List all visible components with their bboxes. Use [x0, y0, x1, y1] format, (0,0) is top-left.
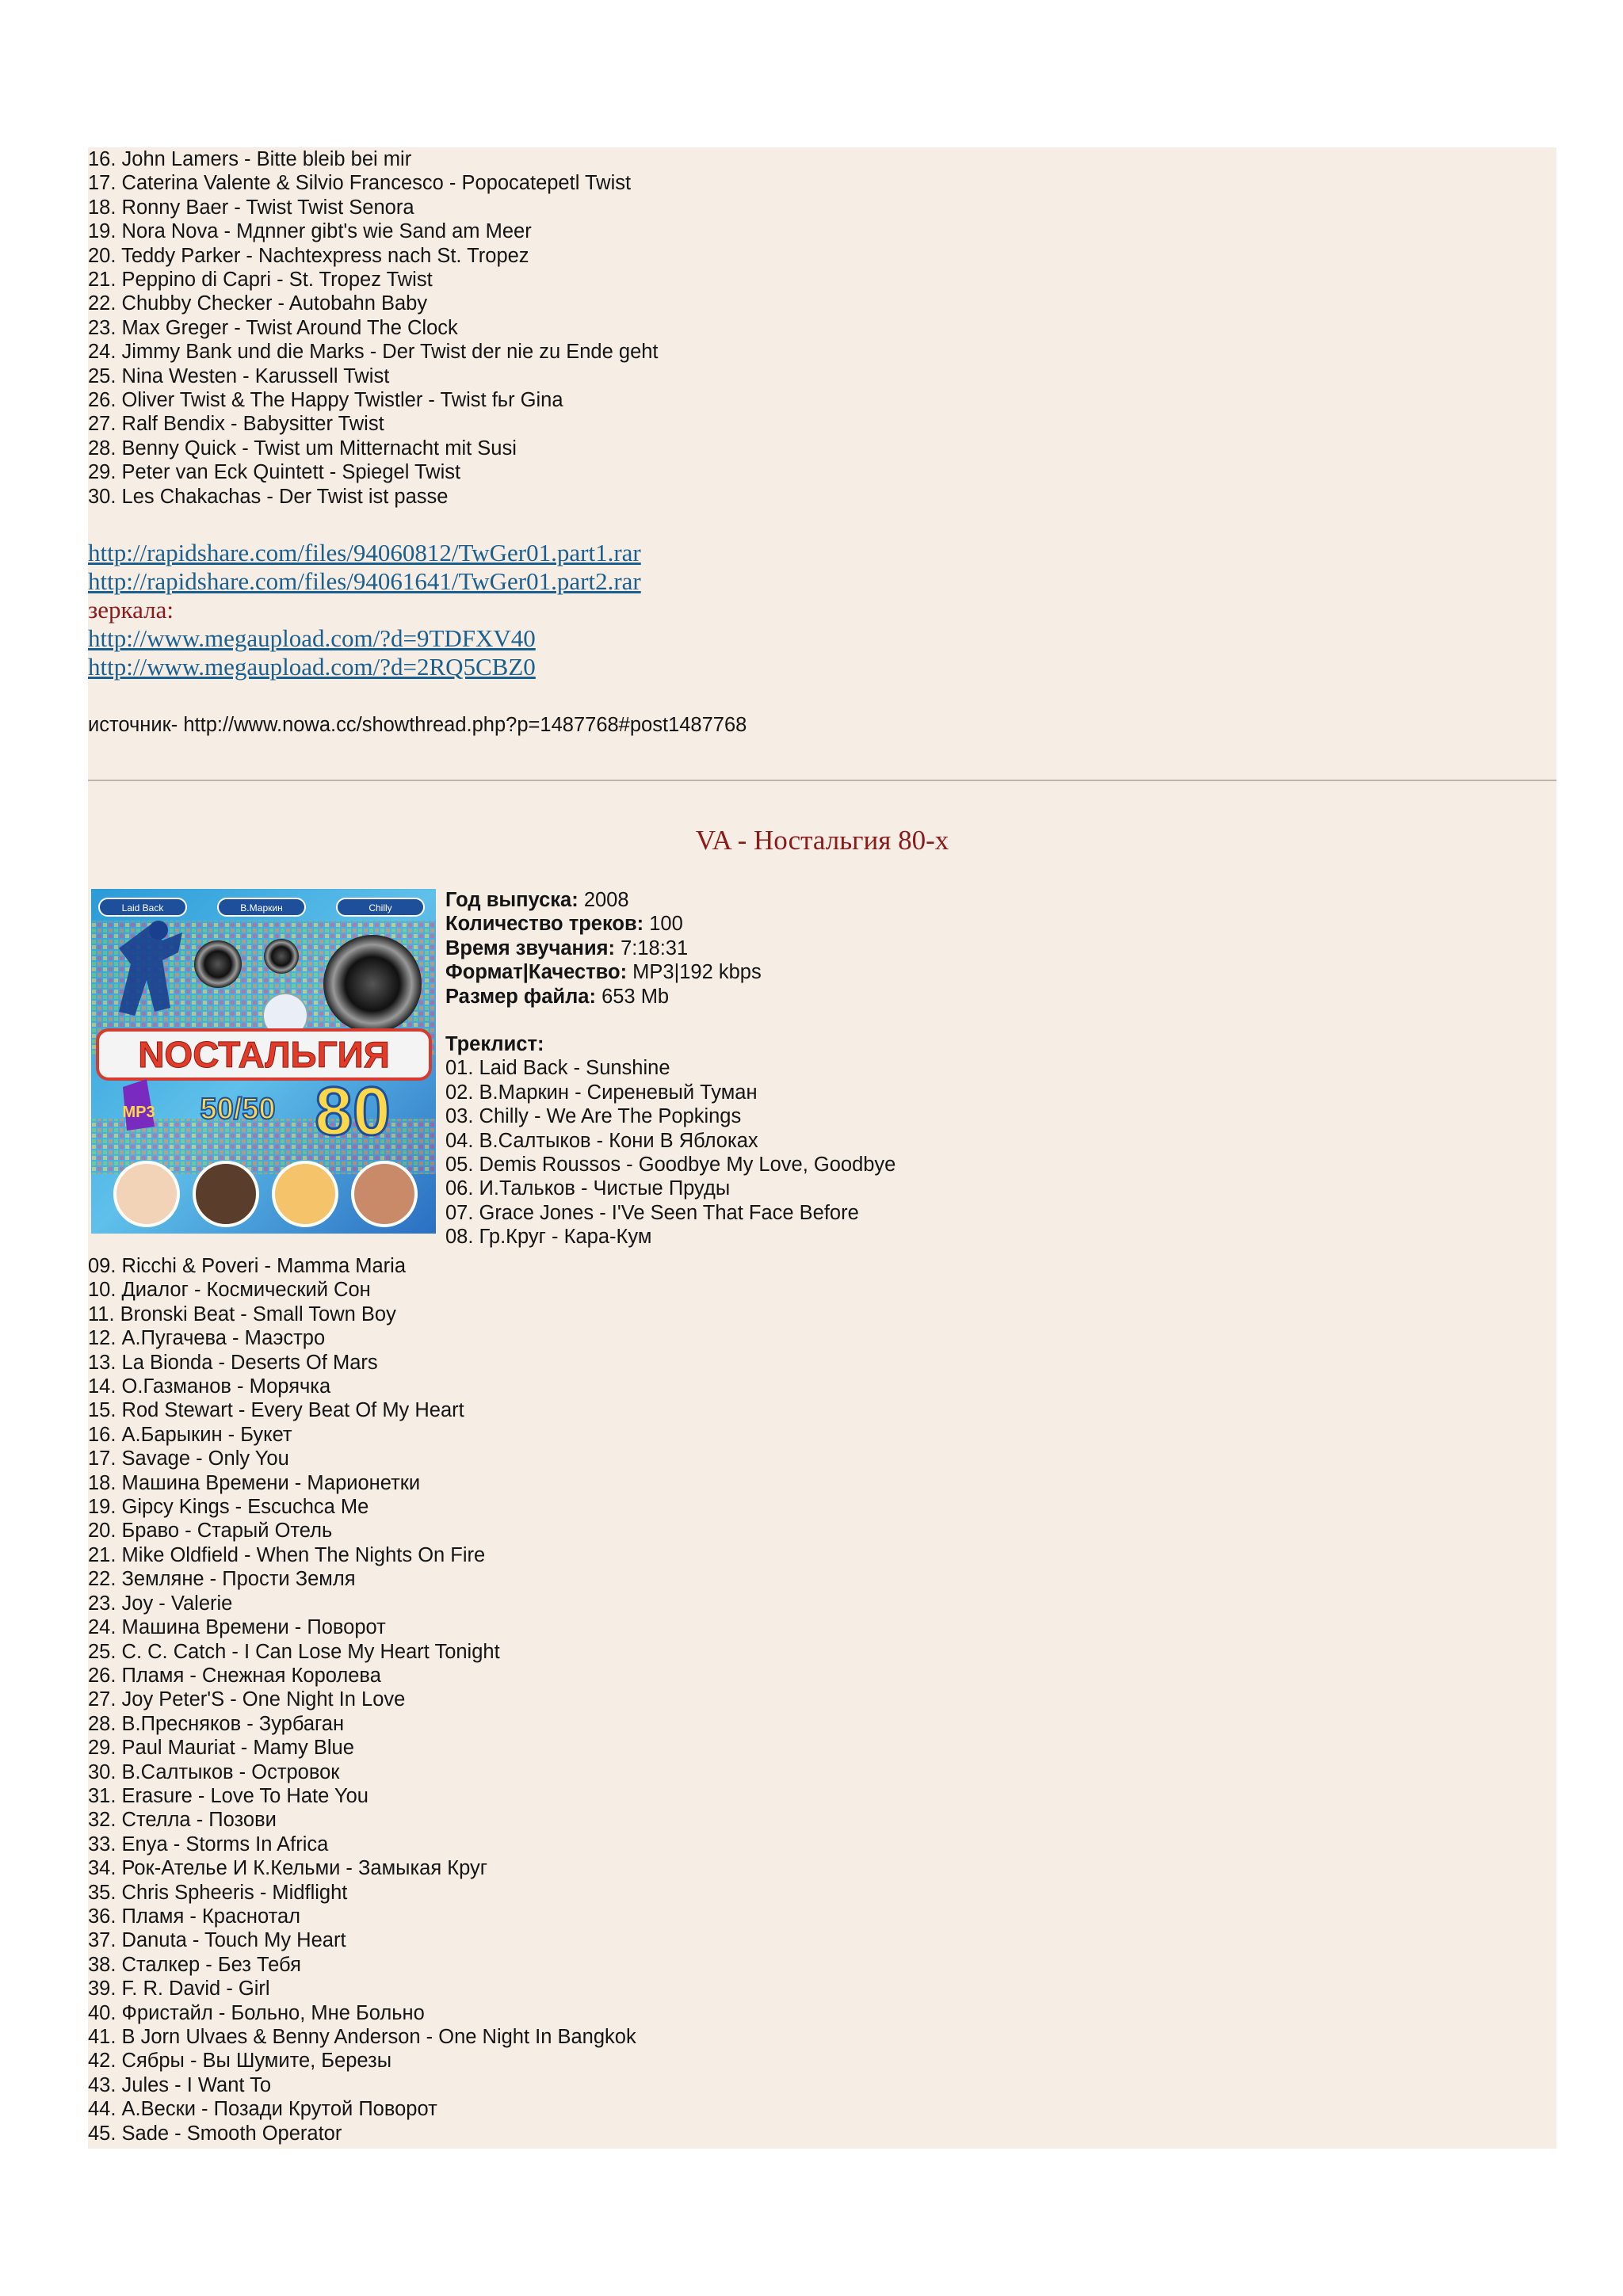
- track-item: 20. Teddy Parker - Nachtexpress nach St. Tropez: [88, 244, 529, 267]
- track-item: 42. Сябры - Вы Шумите, Березы: [88, 2050, 392, 2073]
- track-item: 41. B Jorn Ulvaes & Benny Anderson - One Night In Bangkok: [88, 2026, 636, 2048]
- track-item: 10. Диалог - Космический Сон: [88, 1279, 371, 1302]
- album-meta-row: [445, 960, 896, 984]
- track-item: 14. О.Газманов - Морячка: [88, 1375, 331, 1398]
- track-item: 17. Caterina Valente & Silvio Francesco - Popocatepetl Twist: [88, 172, 632, 195]
- section-divider: [88, 780, 1556, 781]
- track-item: 01. Laid Back - Sunshine: [445, 1057, 670, 1080]
- track-item: 37. Danuta - Touch My Heart: [88, 1929, 346, 1952]
- megaupload-link-1[interactable]: http://www.megaupload.com/?d=9TDFXV40: [88, 624, 536, 652]
- track-item: 44. А.Вески - Позади Крутой Поворот: [88, 2098, 437, 2121]
- track-item: 39. F. R. David - Girl: [88, 1978, 270, 2000]
- album-meta-value: 7:18:31: [621, 936, 689, 959]
- download-links: [88, 539, 641, 681]
- album-meta-label: Время звучания:: [445, 936, 615, 959]
- album-meta-value: 2008: [583, 889, 629, 911]
- track-item: 11. Bronski Beat - Small Town Boy: [88, 1302, 396, 1325]
- tracklist-heading: Треклист:: [445, 1033, 544, 1056]
- album-meta-row: [445, 912, 896, 936]
- album-tracklist-top: [445, 1056, 896, 1249]
- track-item: 38. Сталкер - Без Тебя: [88, 1953, 301, 1976]
- track-item: 28. В.Пресняков - Зурбаган: [88, 1712, 345, 1735]
- track-item: 24. Jimmy Bank und die Marks - Der Twist der nie zu Ende geht: [88, 341, 659, 364]
- album-meta-row: [445, 936, 896, 960]
- cover-logo-text: NOСТАЛЬГИЯ: [138, 1034, 390, 1075]
- rapidshare-link-part1[interactable]: http://rapidshare.com/files/94060812/TwGer01.part1.rar: [88, 539, 641, 566]
- track-item: 24. Машина Времени - Поворот: [88, 1616, 386, 1639]
- track-item: 33. Enya - Storms In Africa: [88, 1833, 329, 1855]
- track-item: 06. И.Тальков - Чистые Пруды: [445, 1177, 731, 1200]
- album-meta-row: [445, 888, 896, 912]
- track-item: 27. Ralf Bendix - Babysitter Twist: [88, 413, 384, 436]
- album-meta-value: MP3|192 kbps: [632, 961, 762, 984]
- track-item: 08. Гр.Круг - Кара-Кум: [445, 1226, 652, 1249]
- track-item: 18. Ronny Baer - Twist Twist Senora: [88, 196, 414, 219]
- track-item: 02. В.Маркин - Сиреневый Туман: [445, 1081, 758, 1104]
- megaupload-link-2[interactable]: http://www.megaupload.com/?d=2RQ5CBZ0: [88, 653, 536, 681]
- track-item: 20. Браво - Старый Отель: [88, 1520, 333, 1543]
- album-meta-value: 653 Mb: [601, 985, 670, 1008]
- track-item: 13. La Bionda - Deserts Of Mars: [88, 1351, 378, 1374]
- previous-album-tracklist: [88, 147, 659, 509]
- track-item: 05. Demis Roussos - Goodbye My Love, Goodbye: [445, 1154, 896, 1177]
- track-item: 21. Peppino di Capri - St. Tropez Twist: [88, 269, 433, 292]
- track-item: 45. Sade - Smooth Operator: [88, 2122, 342, 2145]
- track-item: 04. В.Салтыков - Кони В Яблоках: [445, 1129, 758, 1152]
- track-item: 29. Paul Mauriat - Mamy Blue: [88, 1737, 354, 1760]
- track-item: 22. Chubby Checker - Autobahn Baby: [88, 292, 428, 315]
- cover-mp3-label: MP3: [122, 1104, 155, 1121]
- track-item: 18. Машина Времени - Марионетки: [88, 1471, 421, 1494]
- track-item: 12. А.Пугачева - Маэстро: [88, 1327, 326, 1350]
- cover-name-chilly: Chilly: [369, 902, 392, 913]
- track-item: 35. Chris Spheeris - Midflight: [88, 1881, 348, 1904]
- track-item: 23. Joy - Valerie: [88, 1592, 233, 1615]
- track-item: 29. Peter van Eck Quintett - Spiegel Twist: [88, 461, 461, 484]
- track-item: 28. Benny Quick - Twist um Mitternacht mit Susi: [88, 437, 517, 460]
- track-item: 26. Пламя - Снежная Королева: [88, 1664, 381, 1687]
- rapidshare-link-part2[interactable]: http://rapidshare.com/files/94061641/TwGer01.part2.rar: [88, 567, 641, 595]
- track-item: 34. Рок-Ателье И К.Кельми - Замыкая Круг: [88, 1857, 488, 1880]
- track-item: 40. Фристайл - Больно, Мне Больно: [88, 2001, 425, 2024]
- track-item: 36. Пламя - Краснотал: [88, 1905, 301, 1928]
- source-text: источник- http://www.nowa.cc/showthread.php?p=1487768#post1487768: [88, 714, 747, 736]
- cover-eighty-label: 80: [315, 1074, 391, 1150]
- track-item: 15. Rod Stewart - Every Beat Of My Heart: [88, 1399, 464, 1422]
- track-item: 32. Стелла - Позови: [88, 1809, 277, 1832]
- track-item: 23. Max Greger - Twist Around The Clock: [88, 316, 458, 339]
- track-item: 09. Ricchi & Poveri - Mamma Maria: [88, 1255, 407, 1277]
- track-item: 31. Erasure - Love To Hate You: [88, 1784, 369, 1807]
- album-meta-label: Размер файла:: [445, 985, 596, 1008]
- track-item: 27. Joy Peter'S - One Night In Love: [88, 1688, 406, 1711]
- track-item: 26. Oliver Twist & The Happy Twistler - Twist fьr Gina: [88, 389, 563, 412]
- mirrors-label: зеркала:: [88, 596, 174, 624]
- track-item: 30. Les Chakachas - Der Twist ist passe: [88, 485, 449, 508]
- cover-fifty-label: 50/50: [200, 1093, 276, 1126]
- album-cover-image: [91, 889, 436, 1234]
- album-meta-value: 100: [649, 913, 683, 936]
- album-meta-label: Формат|Качество:: [445, 961, 628, 984]
- track-item: 25. Nina Westen - Karussell Twist: [88, 364, 390, 387]
- track-item: 19. Nora Nova - Mдnner gibt's wie Sand am Meer: [88, 220, 532, 243]
- album-meta-label: Год выпуска:: [445, 889, 579, 911]
- track-item: 19. Gipcy Kings - Escuchca Me: [88, 1496, 369, 1519]
- cover-name-laid-back: Laid Back: [121, 902, 164, 913]
- album-meta-label: Количество треков:: [445, 913, 644, 936]
- track-item: 17. Savage - Only You: [88, 1447, 289, 1470]
- track-item: 07. Grace Jones - I'Ve Seen That Face Before: [445, 1201, 859, 1224]
- album-title: VA - Ностальгия 80-х: [695, 825, 949, 856]
- album-tracklist-rest: [88, 1254, 636, 2145]
- album-info: [445, 888, 896, 1249]
- track-item: 16. А.Барыкин - Букет: [88, 1423, 292, 1446]
- track-item: 43. Jules - I Want To: [88, 2073, 272, 2096]
- track-item: 16. John Lamers - Bitte bleib bei mir: [88, 148, 412, 170]
- track-item: 21. Mike Oldfield - When The Nights On Fire: [88, 1543, 486, 1566]
- track-item: 22. Земляне - Прости Земля: [88, 1568, 356, 1591]
- track-item: 30. В.Салтыков - Островок: [88, 1760, 340, 1783]
- cover-name-markin: В.Маркин: [240, 902, 283, 913]
- album-meta-row: [445, 985, 896, 1009]
- track-item: 03. Chilly - We Are The Popkings: [445, 1105, 742, 1128]
- track-item: 25. C. C. Catch - I Can Lose My Heart Tonight: [88, 1640, 500, 1663]
